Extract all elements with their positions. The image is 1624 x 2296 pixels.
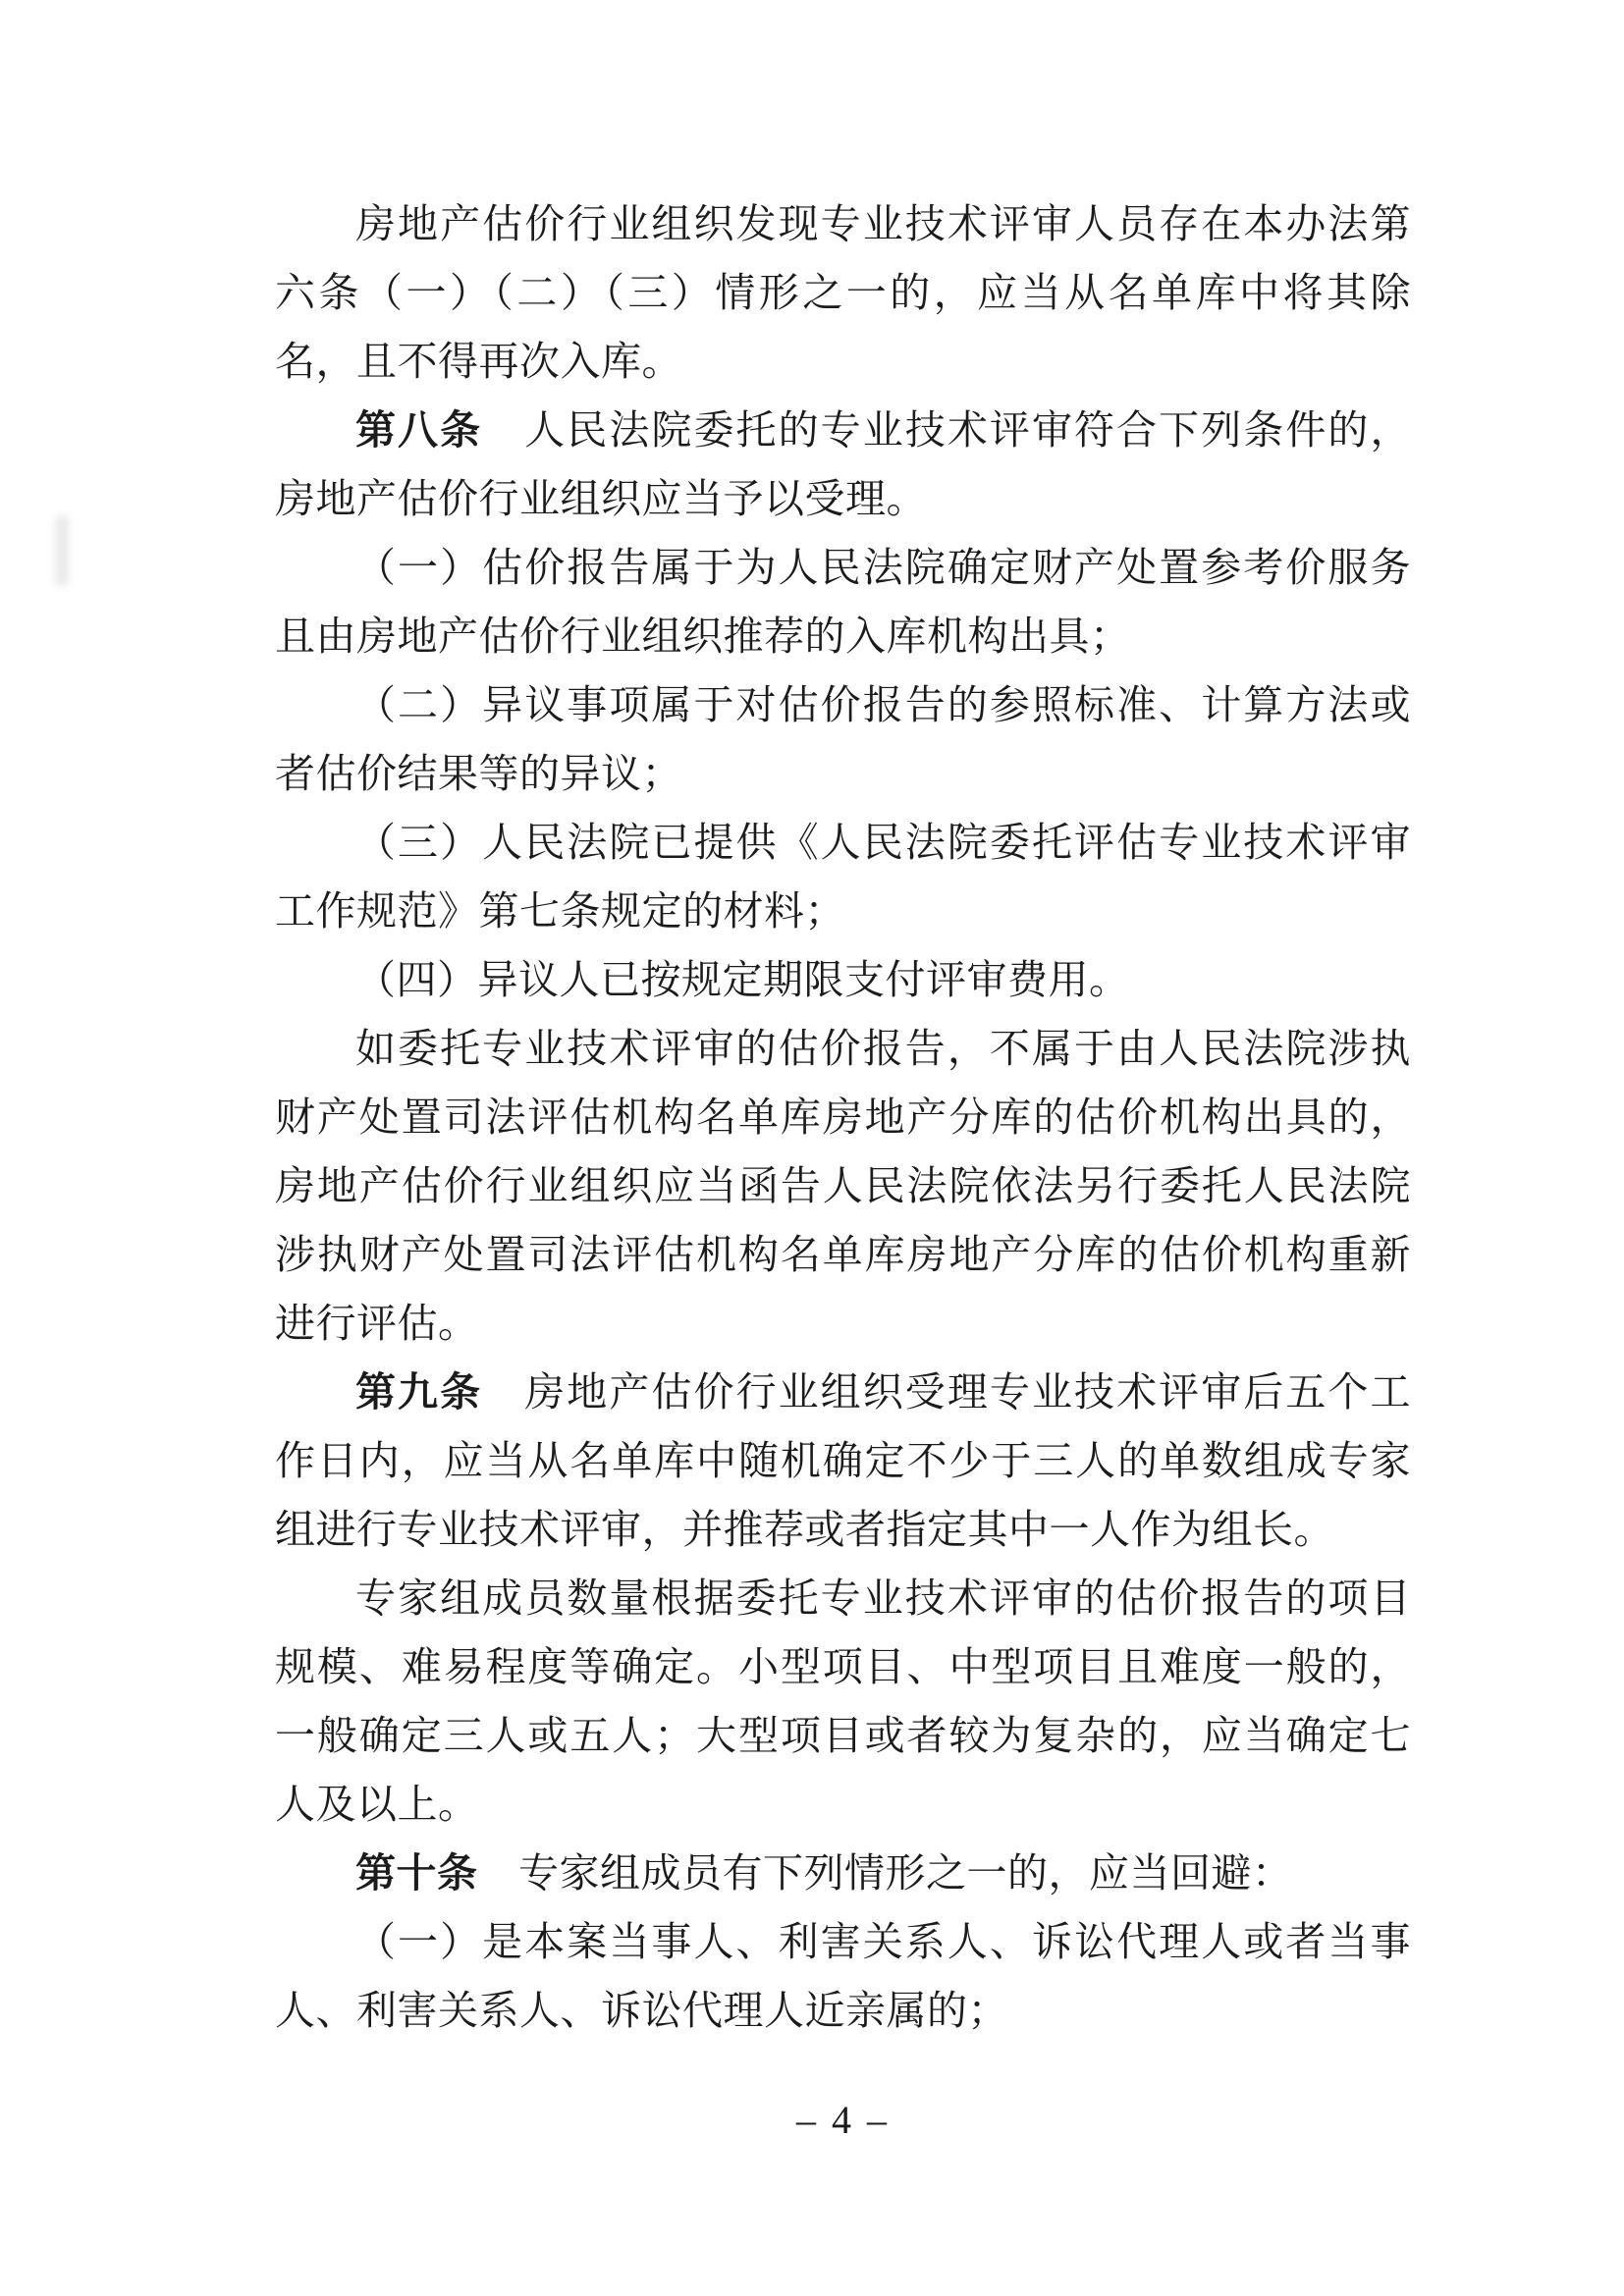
paragraph: [275, 189, 1411, 396]
paragraph: [275, 1907, 1411, 2045]
paragraph: [275, 396, 1411, 533]
paragraph: [275, 808, 1411, 945]
paragraph: [275, 1358, 1411, 1564]
paragraph: [275, 1564, 1411, 1839]
article-number: 第九条: [355, 1369, 483, 1415]
page-number: – 4 –: [796, 2098, 890, 2142]
scan-smudge-artifact: [55, 515, 69, 586]
paragraph-text: 如委托专业技术评审的估价报告，不属于由人民法院涉执财产处置司法评估机构名单库房地产分库的估价机构出具的，房地产估价行业组织应当函告人民法院依法另行委托人民法院涉执财产处置司法评估机构名单库房地产分库的估价机构重新进行评估。: [275, 1026, 1411, 1346]
paragraph: [275, 670, 1411, 808]
document-body: [275, 189, 1411, 2155]
paragraph-text: 专家组成员有下列情形之一的，应当回避：: [477, 1850, 1293, 1896]
paragraph-text: （四）异议人已按规定期限支付评审费用。: [355, 957, 1130, 1002]
paragraph-text: （一）估价报告属于为人民法院确定财产处置参考价服务且由房地产估价行业组织推荐的入库机构出具；: [275, 545, 1411, 659]
paragraph: [275, 945, 1411, 1014]
article-number: 第八条: [355, 407, 483, 453]
paragraph-text: 人民法院委托的专业技术评审符合下列条件的，房地产估价行业组织应当予以受理。: [275, 407, 1411, 521]
paragraph-text: 专家组成员数量根据委托专业技术评审的估价报告的项目规模、难易程度等确定。小型项目、中型项目且难度一般的，一般确定三人或五人；大型项目或者较为复杂的，应当确定七人及以上。: [275, 1575, 1411, 1827]
paragraph: [275, 533, 1411, 670]
paragraph: [275, 1014, 1411, 1358]
article-number: 第十条: [355, 1850, 478, 1896]
paragraph-text: （一）是本案当事人、利害关系人、诉讼代理人或者当事人、利害关系人、诉讼代理人近亲属的；: [275, 1919, 1411, 2033]
paragraph-text: 房地产估价行业组织受理专业技术评审后五个工作日内，应当从名单库中随机确定不少于三人的单数组成专家组进行专业技术评审，并推荐或者指定其中一人作为组长。: [275, 1369, 1411, 1552]
paragraph: [275, 1839, 1411, 1907]
paragraph-text: 房地产估价行业组织发现专业技术评审人员存在本办法第六条（一）（二）（三）情形之一的，应当从名单库中将其除名，且不得再次入库。: [275, 201, 1411, 384]
paragraph-text: （二）异议事项属于对估价报告的参照标准、计算方法或者估价结果等的异议；: [275, 682, 1411, 796]
paragraph-text: （三）人民法院已提供《人民法院委托评估专业技术评审工作规范》第七条规定的材料；: [275, 820, 1411, 934]
